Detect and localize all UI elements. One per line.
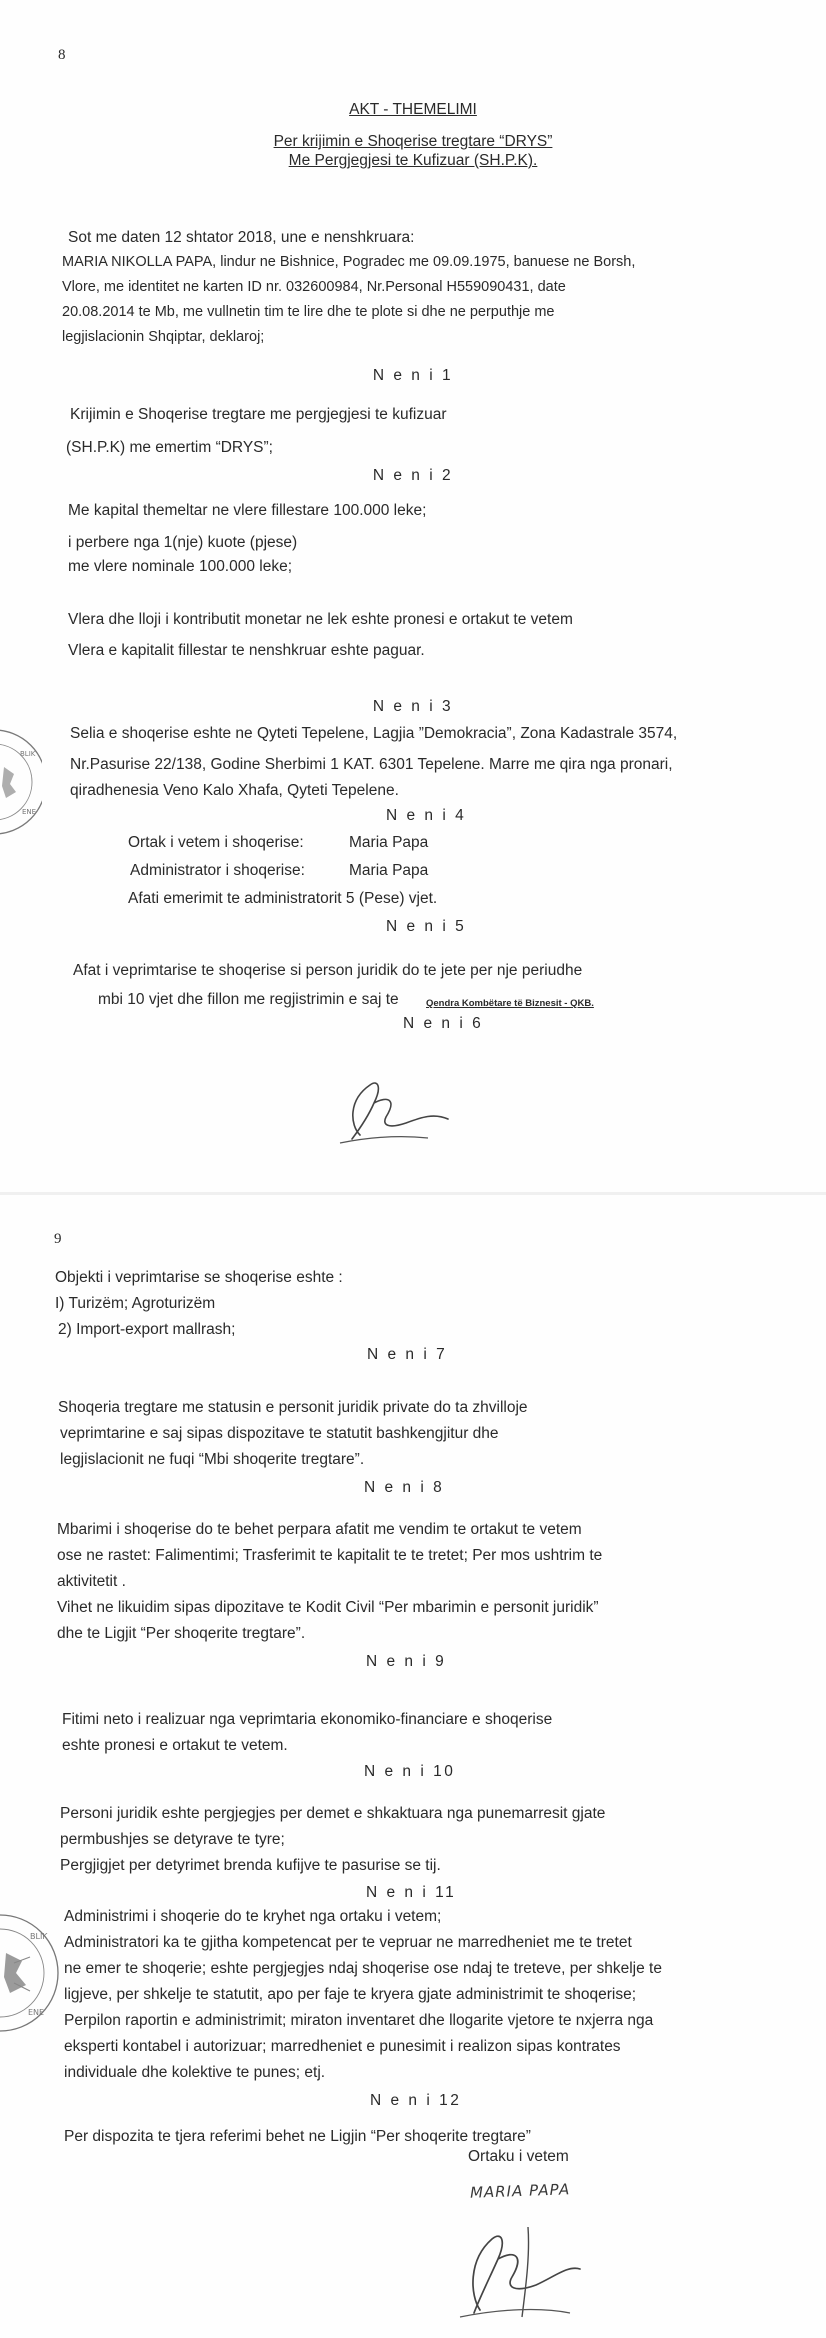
article-text: Me kapital themeltar ne vlere fillestare 100.000 leke; bbox=[68, 502, 427, 519]
document-subtitle: Me Pergjegjesi te Kufizuar (SH.P.K). bbox=[288, 152, 538, 169]
article-text: Administrimi i shoqerie do te kryhet nga ortaku i vetem; bbox=[64, 1908, 442, 1925]
article-text: Personi juridik eshte pergjegjes per demet e shkaktuara nga punemarresit gjate bbox=[60, 1805, 606, 1822]
article-heading: N e n i 8 bbox=[364, 1479, 445, 1496]
article-text-value: Maria Papa bbox=[349, 862, 429, 879]
article-heading: N e n i 10 bbox=[364, 1763, 456, 1780]
article-heading: N e n i 9 bbox=[366, 1653, 447, 1670]
article-heading: N e n i 5 bbox=[386, 918, 467, 935]
article-text: eshte pronesi e ortakut te vetem. bbox=[62, 1737, 288, 1754]
svg-text:BLIK: BLIK bbox=[20, 750, 36, 758]
article-heading: N e n i 2 bbox=[372, 467, 454, 484]
svg-text:BLIK: BLIK bbox=[30, 1932, 48, 1941]
article-text: Per dispozita te tjera referimi behet ne Ligjin “Per shoqerite tregtare” bbox=[64, 2128, 531, 2145]
article-text: Shoqeria tregtare me statusin e personit juridik private do ta zhvilloje bbox=[58, 1399, 528, 1416]
article-text: permbushjes se detyrave te tyre; bbox=[60, 1831, 285, 1848]
intro-line: 20.08.2014 te Mb, me vullnetin tim te lire dhe te plote si dhe ne perputhje me bbox=[62, 304, 555, 320]
page-number: 9 bbox=[54, 1231, 62, 1247]
document-page-2 bbox=[0, 1195, 826, 2338]
article-text: qiradhenesia Veno Kalo Xhafa, Qyteti Tepelene. bbox=[70, 782, 399, 799]
article-text: Vlera e kapitalit fillestar te nenshkruar eshte paguar. bbox=[68, 642, 425, 659]
article-text: eksperti kontabel i autorizuar; marredheniet e punesimit i realizon sipas kontrates bbox=[64, 2038, 621, 2055]
article-heading: N e n i 1 bbox=[372, 367, 454, 384]
document-subtitle: Per krijimin e Shoqerise tregtare “DRYS” bbox=[273, 133, 553, 150]
article-text: Vihet ne likuidim sipas dipozitave te Kodit Civil “Per mbarimin e personit juridik” bbox=[57, 1599, 599, 1616]
official-stamp bbox=[0, 722, 42, 842]
article-text: ose ne rastet: Falimentimi; Trasferimit te kapitalit te te tretet; Per mos ushtrim te bbox=[57, 1547, 603, 1564]
article-text: Vlera dhe lloji i kontributit monetar ne lek eshte pronesi e ortakut te vetem bbox=[68, 611, 573, 628]
article-text: Selia e shoqerise eshte ne Qyteti Tepelene, Lagjia ”Demokracia”, Zona Kadastrale 3574, bbox=[70, 725, 678, 742]
qkb-reference: Qendra Kombëtare të Biznesit - QKB. bbox=[426, 998, 594, 1009]
article-text: ne emer te shoqerie; eshte pergjegjes ndaj shoqerise ose ndaj te treteve, per shkelje te bbox=[64, 1960, 662, 1977]
handwritten-signature bbox=[330, 1065, 460, 1150]
article-text: mbi 10 vjet dhe fillon me regjistrimin e saj te bbox=[98, 991, 399, 1008]
handwritten-signature bbox=[440, 2205, 600, 2325]
article-text: me vlere nominale 100.000 leke; bbox=[68, 558, 293, 575]
intro-line: Vlore, me identitet ne karten ID nr. 032600984, Nr.Personal H559090431, date bbox=[62, 279, 566, 295]
article-text: i perbere nga 1(nje) kuote (pjese) bbox=[68, 534, 298, 551]
article-text: (SH.P.K) me emertim “DRYS”; bbox=[66, 439, 273, 456]
svg-text:ENE: ENE bbox=[22, 808, 37, 816]
object-intro: Objekti i veprimtarise se shoqerise eshte : bbox=[55, 1269, 343, 1286]
page-number: 8 bbox=[58, 47, 66, 63]
handwritten-name: MARIA PAPA bbox=[469, 2180, 571, 2202]
article-text: veprimtarine e saj sipas dispozitave te statutit bashkengjitur dhe bbox=[60, 1425, 499, 1442]
article-text: Perpilon raportin e administrimit; miraton inventaret dhe llogarite vjetore te nxjerra nga bbox=[64, 2012, 654, 2029]
article-text-label: Ortak i vetem i shoqerise: bbox=[128, 834, 304, 851]
object-item: 2) Import-export mallrash; bbox=[58, 1321, 236, 1338]
article-heading: N e n i 6 bbox=[403, 1015, 484, 1032]
article-text: dhe te Ligjit “Per shoqerite tregtare”. bbox=[57, 1625, 306, 1642]
article-text: Krijimin e Shoqerise tregtare me pergjegjesi te kufizuar bbox=[70, 406, 447, 423]
article-text: ligjeve, per shkelje te statutit, apo per faje te kryera gjate administrimit te shoqerise; bbox=[64, 1986, 637, 2003]
article-text: Afati emerimit te administratorit 5 (Pese) vjet. bbox=[128, 890, 438, 907]
article-text: individuale dhe kolektive te punes; etj. bbox=[64, 2064, 326, 2081]
article-text: aktivitetit . bbox=[57, 1573, 126, 1590]
article-text-label: Administrator i shoqerise: bbox=[130, 862, 305, 879]
intro-line: legjislacionin Shqiptar, deklaroj; bbox=[62, 329, 265, 345]
article-heading: N e n i 3 bbox=[372, 698, 454, 715]
article-text: Afat i veprimtarise te shoqerise si person juridik do te jete per nje periudhe bbox=[73, 962, 583, 979]
svg-text:ENE: ENE bbox=[28, 2008, 45, 2017]
article-text-value: Maria Papa bbox=[349, 834, 429, 851]
document-title: AKT - THEMELIMI bbox=[349, 101, 477, 118]
article-heading: N e n i 7 bbox=[367, 1346, 448, 1363]
signatory-title: Ortaku i vetem bbox=[468, 2148, 569, 2165]
article-text: Fitimi neto i realizuar nga veprimtaria ekonomiko-financiare e shoqerise bbox=[62, 1711, 553, 1728]
article-text: Administratori ka te gjitha kompetencat per te vepruar ne marredheniet me te tretet bbox=[64, 1934, 632, 1951]
article-text: legjislacionit ne fuqi “Mbi shoqerite tregtare”. bbox=[60, 1451, 365, 1468]
article-heading: N e n i 11 bbox=[366, 1884, 457, 1901]
intro-line: MARIA NIKOLLA PAPA, lindur ne Bishnice, Pogradec me 09.09.1975, banuese ne Borsh, bbox=[62, 254, 636, 270]
object-item: I) Turizëm; Agroturizëm bbox=[55, 1295, 216, 1312]
article-text: Nr.Pasurise 22/138, Godine Sherbimi 1 KAT. 6301 Tepelene. Marre me qira nga pronari, bbox=[70, 756, 673, 773]
article-text: Pergjigjet per detyrimet brenda kufijve te pasurise se tij. bbox=[60, 1857, 441, 1874]
official-stamp bbox=[0, 1903, 60, 2043]
article-heading: N e n i 12 bbox=[370, 2092, 462, 2109]
article-text: Mbarimi i shoqerise do te behet perpara afatit me vendim te ortakut te vetem bbox=[57, 1521, 582, 1538]
article-heading: N e n i 4 bbox=[386, 807, 467, 824]
intro-line: Sot me daten 12 shtator 2018, une e nenshkruara: bbox=[68, 229, 415, 246]
